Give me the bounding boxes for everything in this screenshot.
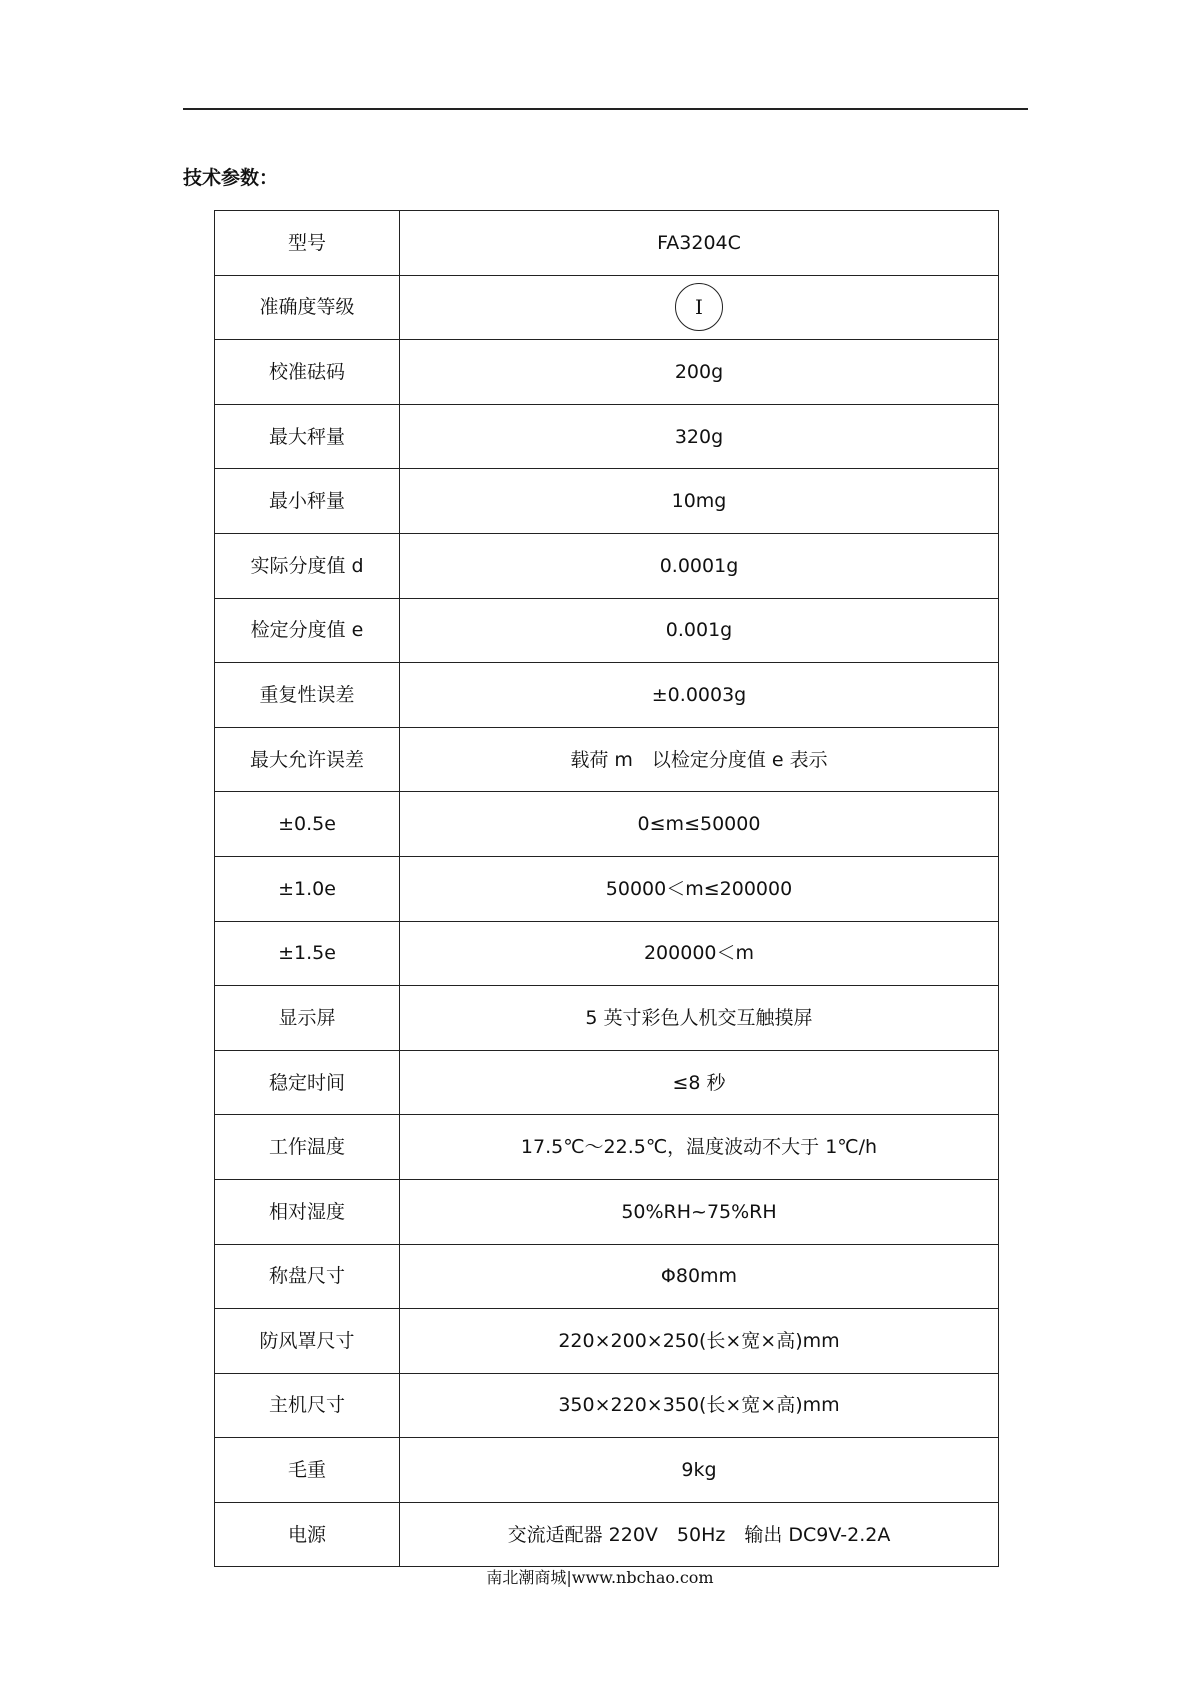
spec-table [214, 210, 999, 1567]
table-row [215, 1244, 999, 1309]
row-value: 0.001g [400, 598, 999, 663]
table-row [215, 469, 999, 534]
row-value: FA3204C [400, 211, 999, 276]
row-value [400, 275, 999, 340]
row-label: 检定分度值 e [215, 598, 400, 663]
row-label: 显示屏 [215, 986, 400, 1051]
table-row [215, 1438, 999, 1503]
row-value: 10mg [400, 469, 999, 534]
row-value: 50000＜m≤200000 [400, 856, 999, 921]
row-label: 毛重 [215, 1438, 400, 1503]
row-label: 电源 [215, 1502, 400, 1567]
row-value: 350×220×350(长×宽×高)mm [400, 1373, 999, 1438]
table-row [215, 663, 999, 728]
row-value: 17.5℃～22.5℃，温度波动不大于 1℃/h [400, 1115, 999, 1180]
row-value: 0≤m≤50000 [400, 792, 999, 857]
row-label: ±1.0e [215, 856, 400, 921]
row-value: 载荷 m 以检定分度值 e 表示 [400, 727, 999, 792]
row-label: 最大允许误差 [215, 727, 400, 792]
table-row [215, 986, 999, 1051]
top-rule [183, 108, 1028, 110]
row-label: 校准砝码 [215, 340, 400, 405]
section-title: 技术参数： [183, 167, 279, 189]
row-label: 工作温度 [215, 1115, 400, 1180]
row-label: 主机尺寸 [215, 1373, 400, 1438]
table-row [215, 1502, 999, 1567]
table-row [215, 727, 999, 792]
table-row [215, 340, 999, 405]
row-value: ≤8 秒 [400, 1050, 999, 1115]
table-row [215, 1309, 999, 1374]
table-row [215, 275, 999, 340]
row-value: 9kg [400, 1438, 999, 1503]
row-value: 0.0001g [400, 533, 999, 598]
page-footer: 南北潮商城|www.nbchao.com [486, 1568, 714, 1587]
row-label: 型号 [215, 211, 400, 276]
row-value: Φ80mm [400, 1244, 999, 1309]
table-row [215, 1179, 999, 1244]
accuracy-class-symbol: I [675, 283, 723, 331]
row-value: 200g [400, 340, 999, 405]
table-row [215, 792, 999, 857]
row-label: 实际分度值 d [215, 533, 400, 598]
row-label: 稳定时间 [215, 1050, 400, 1115]
table-row [215, 921, 999, 986]
row-value: 5 英寸彩色人机交互触摸屏 [400, 986, 999, 1051]
row-value: 交流适配器 220V 50Hz 输出 DC9V-2.2A [400, 1502, 999, 1567]
table-row [215, 1373, 999, 1438]
row-value: 320g [400, 404, 999, 469]
row-label: 最小秤量 [215, 469, 400, 534]
table-row [215, 856, 999, 921]
table-row [215, 598, 999, 663]
row-label: 相对湿度 [215, 1179, 400, 1244]
row-value: 220×200×250(长×宽×高)mm [400, 1309, 999, 1374]
row-label: 防风罩尺寸 [215, 1309, 400, 1374]
row-label: ±0.5e [215, 792, 400, 857]
row-value: ±0.0003g [400, 663, 999, 728]
row-label: ±1.5e [215, 921, 400, 986]
row-label: 重复性误差 [215, 663, 400, 728]
row-value: 200000＜m [400, 921, 999, 986]
row-value: 50%RH~75%RH [400, 1179, 999, 1244]
row-label: 准确度等级 [215, 275, 400, 340]
table-row [215, 1115, 999, 1180]
table-row [215, 1050, 999, 1115]
table-row [215, 211, 999, 276]
row-label: 称盘尺寸 [215, 1244, 400, 1309]
table-row [215, 404, 999, 469]
table-row [215, 533, 999, 598]
row-label: 最大秤量 [215, 404, 400, 469]
